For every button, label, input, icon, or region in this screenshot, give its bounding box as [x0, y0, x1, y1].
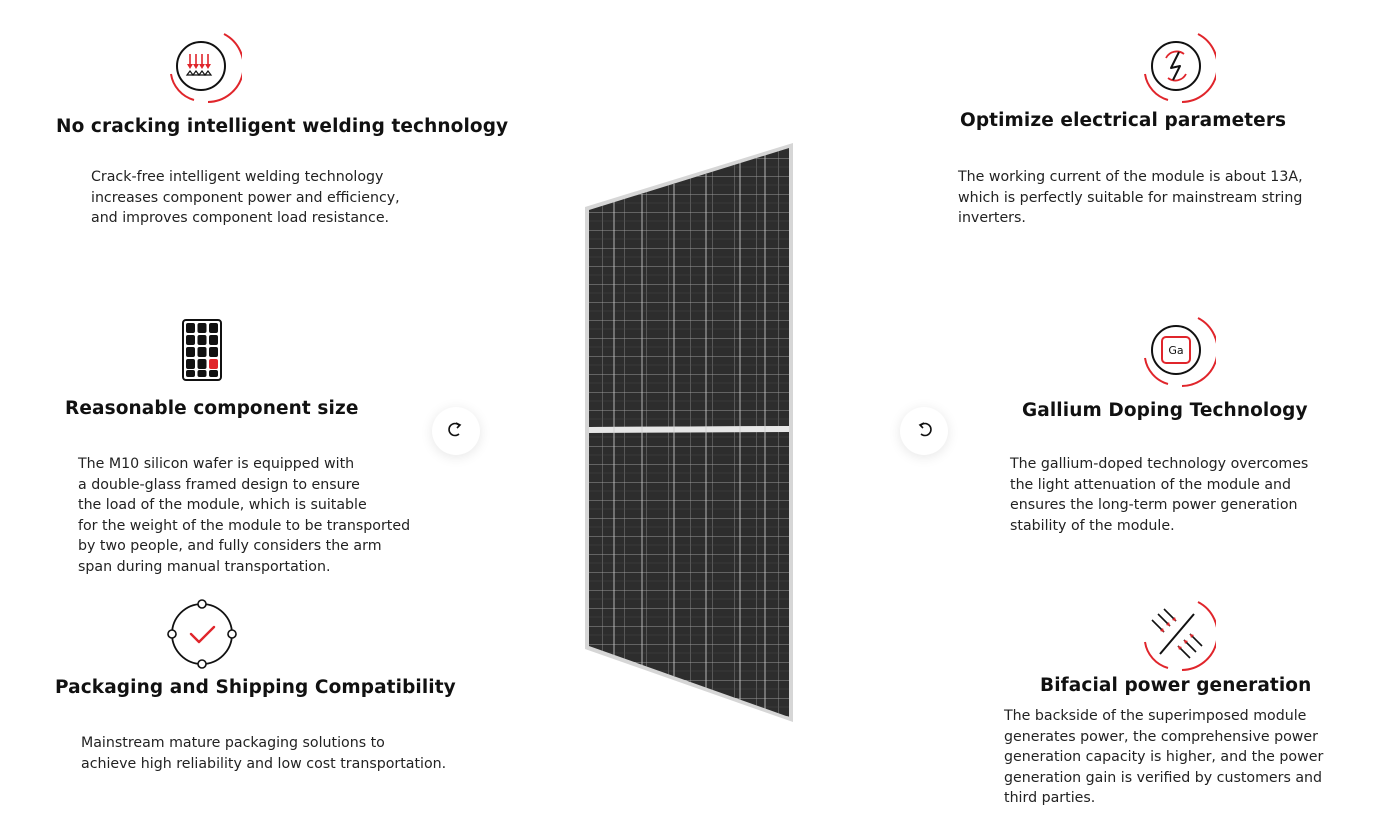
check-network-icon — [166, 598, 238, 674]
welding-icon — [164, 28, 242, 110]
lightning-cycle-icon — [1138, 28, 1216, 110]
bifacial-title: Bifacial power generation — [1040, 675, 1312, 696]
bifacial-arrows-icon — [1138, 596, 1216, 678]
rotate-left-icon — [447, 420, 465, 442]
gallium-title: Gallium Doping Technology — [1022, 400, 1308, 421]
solar-panel-image — [580, 140, 800, 729]
size-description: The M10 silicon wafer is equipped with a double-glass framed design to ensure the load of the module, which is suitable for the weight of the module to be transported by two people, and fully considers the arm span during manual transportation. — [78, 456, 411, 575]
gallium-chip-icon — [1138, 312, 1216, 394]
rotate-left-button[interactable] — [432, 407, 480, 455]
welding-description: Crack-free intelligent welding technology increases component power and efficiency, and improves component load resistance. — [91, 169, 400, 227]
cell-grid-icon — [182, 319, 222, 385]
packaging-description: Mainstream mature packaging solutions to achieve high reliability and low cost transportation. — [81, 735, 447, 772]
rotate-right-button[interactable] — [900, 407, 948, 455]
electrical-title: Optimize electrical parameters — [960, 110, 1287, 131]
size-title: Reasonable component size — [65, 398, 359, 419]
electrical-description: The working current of the module is about 13A, which is perfectly suitable for mainstream string inverters. — [958, 169, 1303, 227]
packaging-title: Packaging and Shipping Compatibility — [55, 677, 456, 698]
gallium-description: The gallium-doped technology overcomes the light attenuation of the module and ensures the long-term power generation stability of the module. — [1010, 456, 1309, 534]
bifacial-description: The backside of the superimposed module generates power, the comprehensive power generation capacity is higher, and the power generation gain is verified by customers and third parties. — [1004, 708, 1324, 807]
welding-title: No cracking intelligent welding technology — [56, 116, 509, 137]
rotate-right-icon — [915, 420, 933, 442]
gallium-label: Ga — [1168, 344, 1184, 357]
